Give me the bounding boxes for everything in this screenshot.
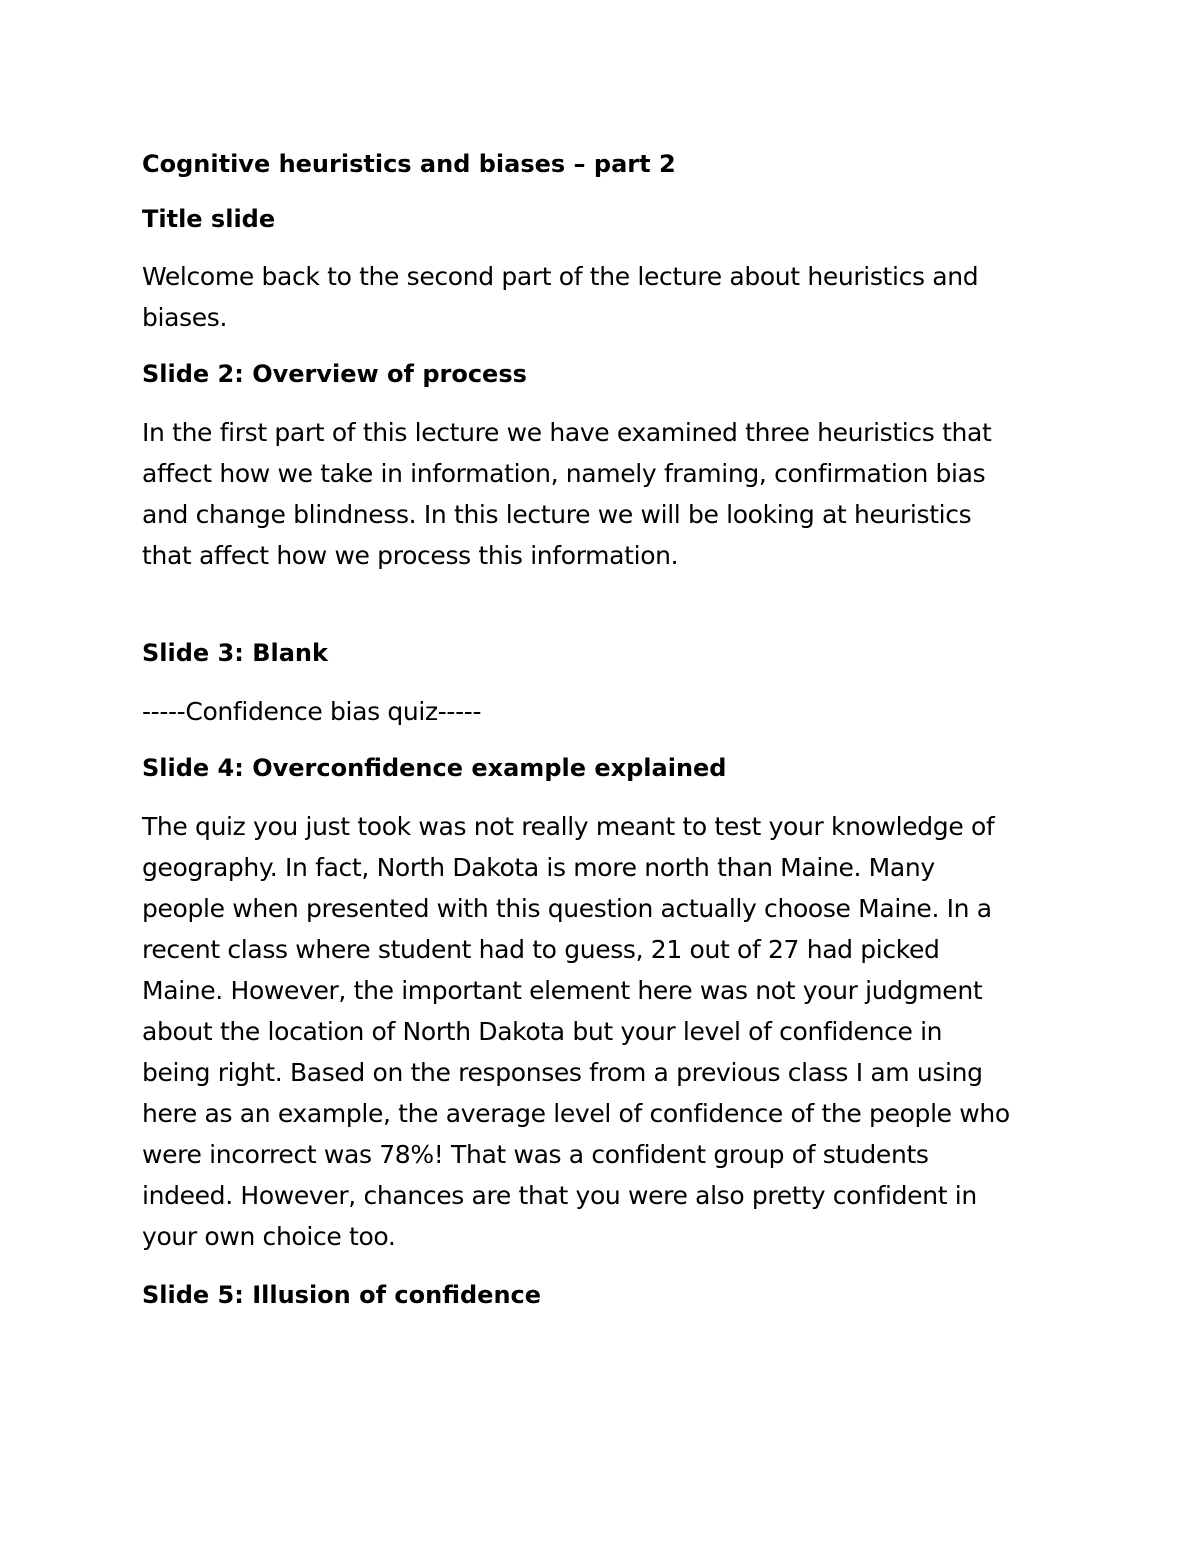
paragraph-line: affect how we take in information, namely framing, confirmation bias: [142, 459, 986, 488]
paragraph-line: here as an example, the average level of confidence of the people who: [142, 1099, 1010, 1128]
paragraph-line: biases.: [142, 303, 228, 332]
paragraph-line: recent class where student had to guess, 21 out of 27 had picked: [142, 935, 940, 964]
paragraph-line: that affect how we process this information.: [142, 541, 679, 570]
paragraph-line: In the first part of this lecture we have examined three heuristics that: [142, 418, 992, 447]
paragraph-line: about the location of North Dakota but your level of confidence in: [142, 1017, 943, 1046]
document-title: Cognitive heuristics and biases – part 2: [142, 150, 676, 178]
section-heading-slide-3: Slide 3: Blank: [142, 639, 328, 667]
paragraph-line: being right. Based on the responses from a previous class I am using: [142, 1058, 983, 1087]
section-heading-slide-5: Slide 5: Illusion of confidence: [142, 1281, 542, 1309]
paragraph-line: people when presented with this question actually choose Maine. In a: [142, 894, 992, 923]
paragraph-line: indeed. However, chances are that you were also pretty confident in: [142, 1181, 977, 1210]
paragraph-line: geography. In fact, North Dakota is more north than Maine. Many: [142, 853, 935, 882]
paragraph-line: -----Confidence bias quiz-----: [142, 697, 482, 726]
paragraph-line: Welcome back to the second part of the lecture about heuristics and: [142, 262, 979, 291]
section-heading-slide-2: Slide 2: Overview of process: [142, 360, 527, 388]
section-heading-title-slide: Title slide: [142, 205, 276, 233]
section-paragraph-slide-4: [142, 806, 1010, 1257]
section-paragraph-slide-2: [142, 412, 991, 576]
paragraph-line: The quiz you just took was not really meant to test your knowledge of: [142, 812, 995, 841]
paragraph-line: Maine. However, the important element here was not your judgment: [142, 976, 983, 1005]
paragraph-line: and change blindness. In this lecture we will be looking at heuristics: [142, 500, 972, 529]
paragraph-line: your own choice too.: [142, 1222, 396, 1251]
section-paragraph-slide-3: [142, 691, 481, 732]
section-heading-slide-4: Slide 4: Overconfidence example explained: [142, 754, 727, 782]
section-paragraph-title-slide: [142, 256, 978, 338]
paragraph-line: were incorrect was 78%! That was a confident group of students: [142, 1140, 929, 1169]
